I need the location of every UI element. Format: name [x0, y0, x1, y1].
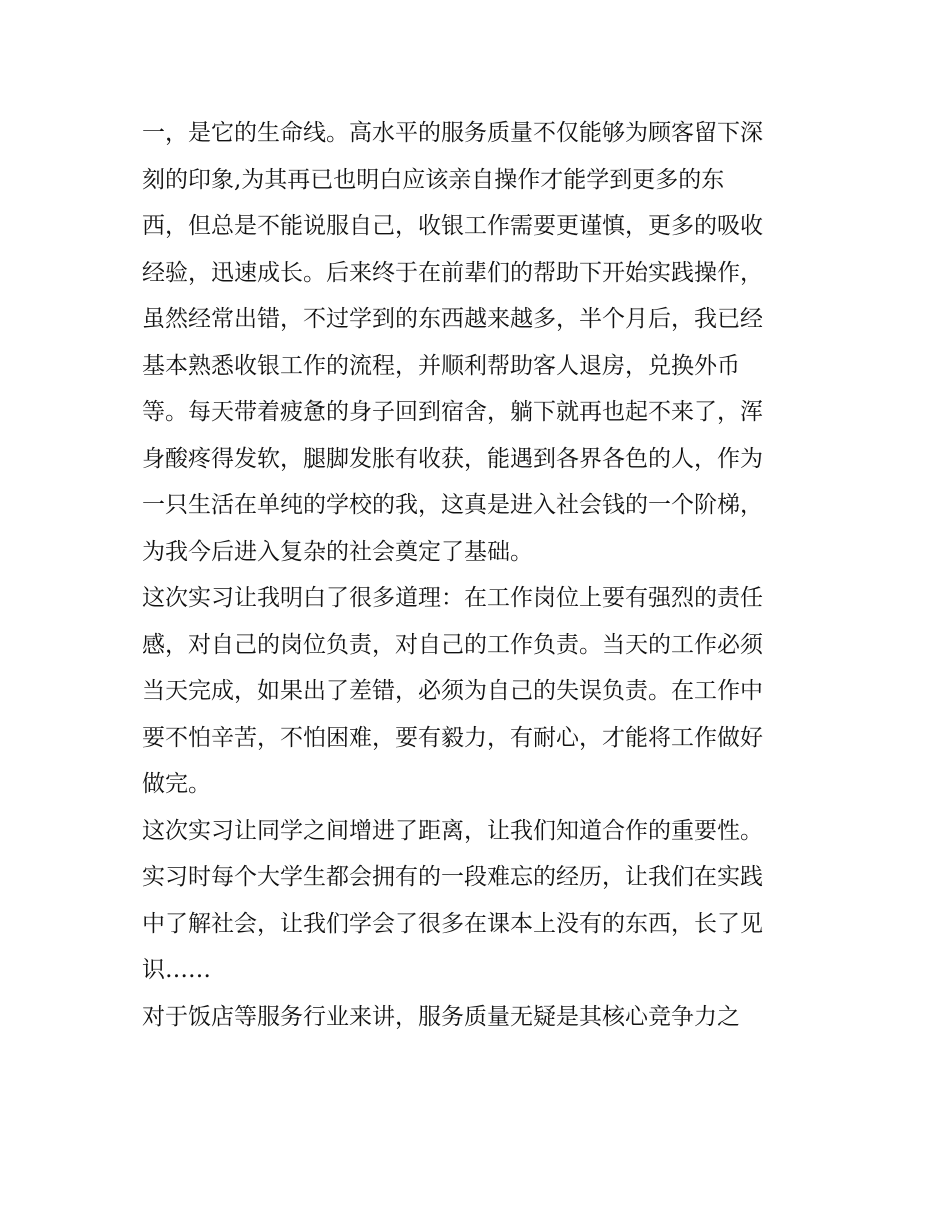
text-line: 识……: [142, 957, 211, 983]
text-line: 实习时每个大学生都会拥有的一段难忘的经历，让我们在实践: [142, 864, 763, 890]
text-line: 西，但总是不能说服自己，收银工作需要更谨慎，更多的吸收: [142, 213, 763, 239]
text-line: 基本熟悉收银工作的流程，并顺利帮助客人退房，兑换外币: [142, 352, 740, 379]
text-line: 对于饭店等服务行业来讲，服务质量无疑是其核心竞争力之: [142, 1003, 740, 1030]
text-line: 这次实习让同学之间增进了距离，让我们知道合作的重要性。: [142, 817, 763, 844]
text-line: 经验，迅速成长。后来终于在前辈们的帮助下开始实践操作，: [142, 259, 763, 286]
text-line: 中了解社会，让我们学会了很多在课本上没有的东西，长了见: [142, 910, 763, 937]
text-line: 身酸疼得发软，腿脚发胀有收获，能遇到各界各色的人，作为: [142, 445, 763, 472]
text-line: 要不怕辛苦，不怕困难，要有毅力，有耐心，才能将工作做好: [142, 724, 763, 751]
text-line: 为我今后进入复杂的社会奠定了基础。: [142, 538, 533, 565]
body-text: [142, 110, 832, 1040]
text-line: 感，对自己的岗位负责，对自己的工作负责。当天的工作必须: [142, 631, 763, 658]
text-line: 一只生活在单纯的学校的我，这真是进入社会钱的一个阶梯，: [142, 492, 763, 518]
text-line: 虽然经常出错，不过学到的东西越来越多，半个月后，我已经: [142, 306, 763, 332]
text-line: 这次实习让我明白了很多道理：在工作岗位上要有强烈的责任: [142, 585, 763, 611]
text-line: 一，是它的生命线。高水平的服务质量不仅能够为顾客留下深: [142, 120, 763, 146]
text-line: 做完。: [142, 771, 211, 797]
text-line: 刻的印象,为其再已也明白应该亲自操作才能学到更多的东: [142, 166, 725, 193]
text-line: 当天完成，如果出了差错，必须为自己的失误负责。在工作中: [142, 678, 763, 704]
text-line: 等。每天带着疲惫的身子回到宿舍，躺下就再也起不来了，浑: [142, 399, 763, 425]
